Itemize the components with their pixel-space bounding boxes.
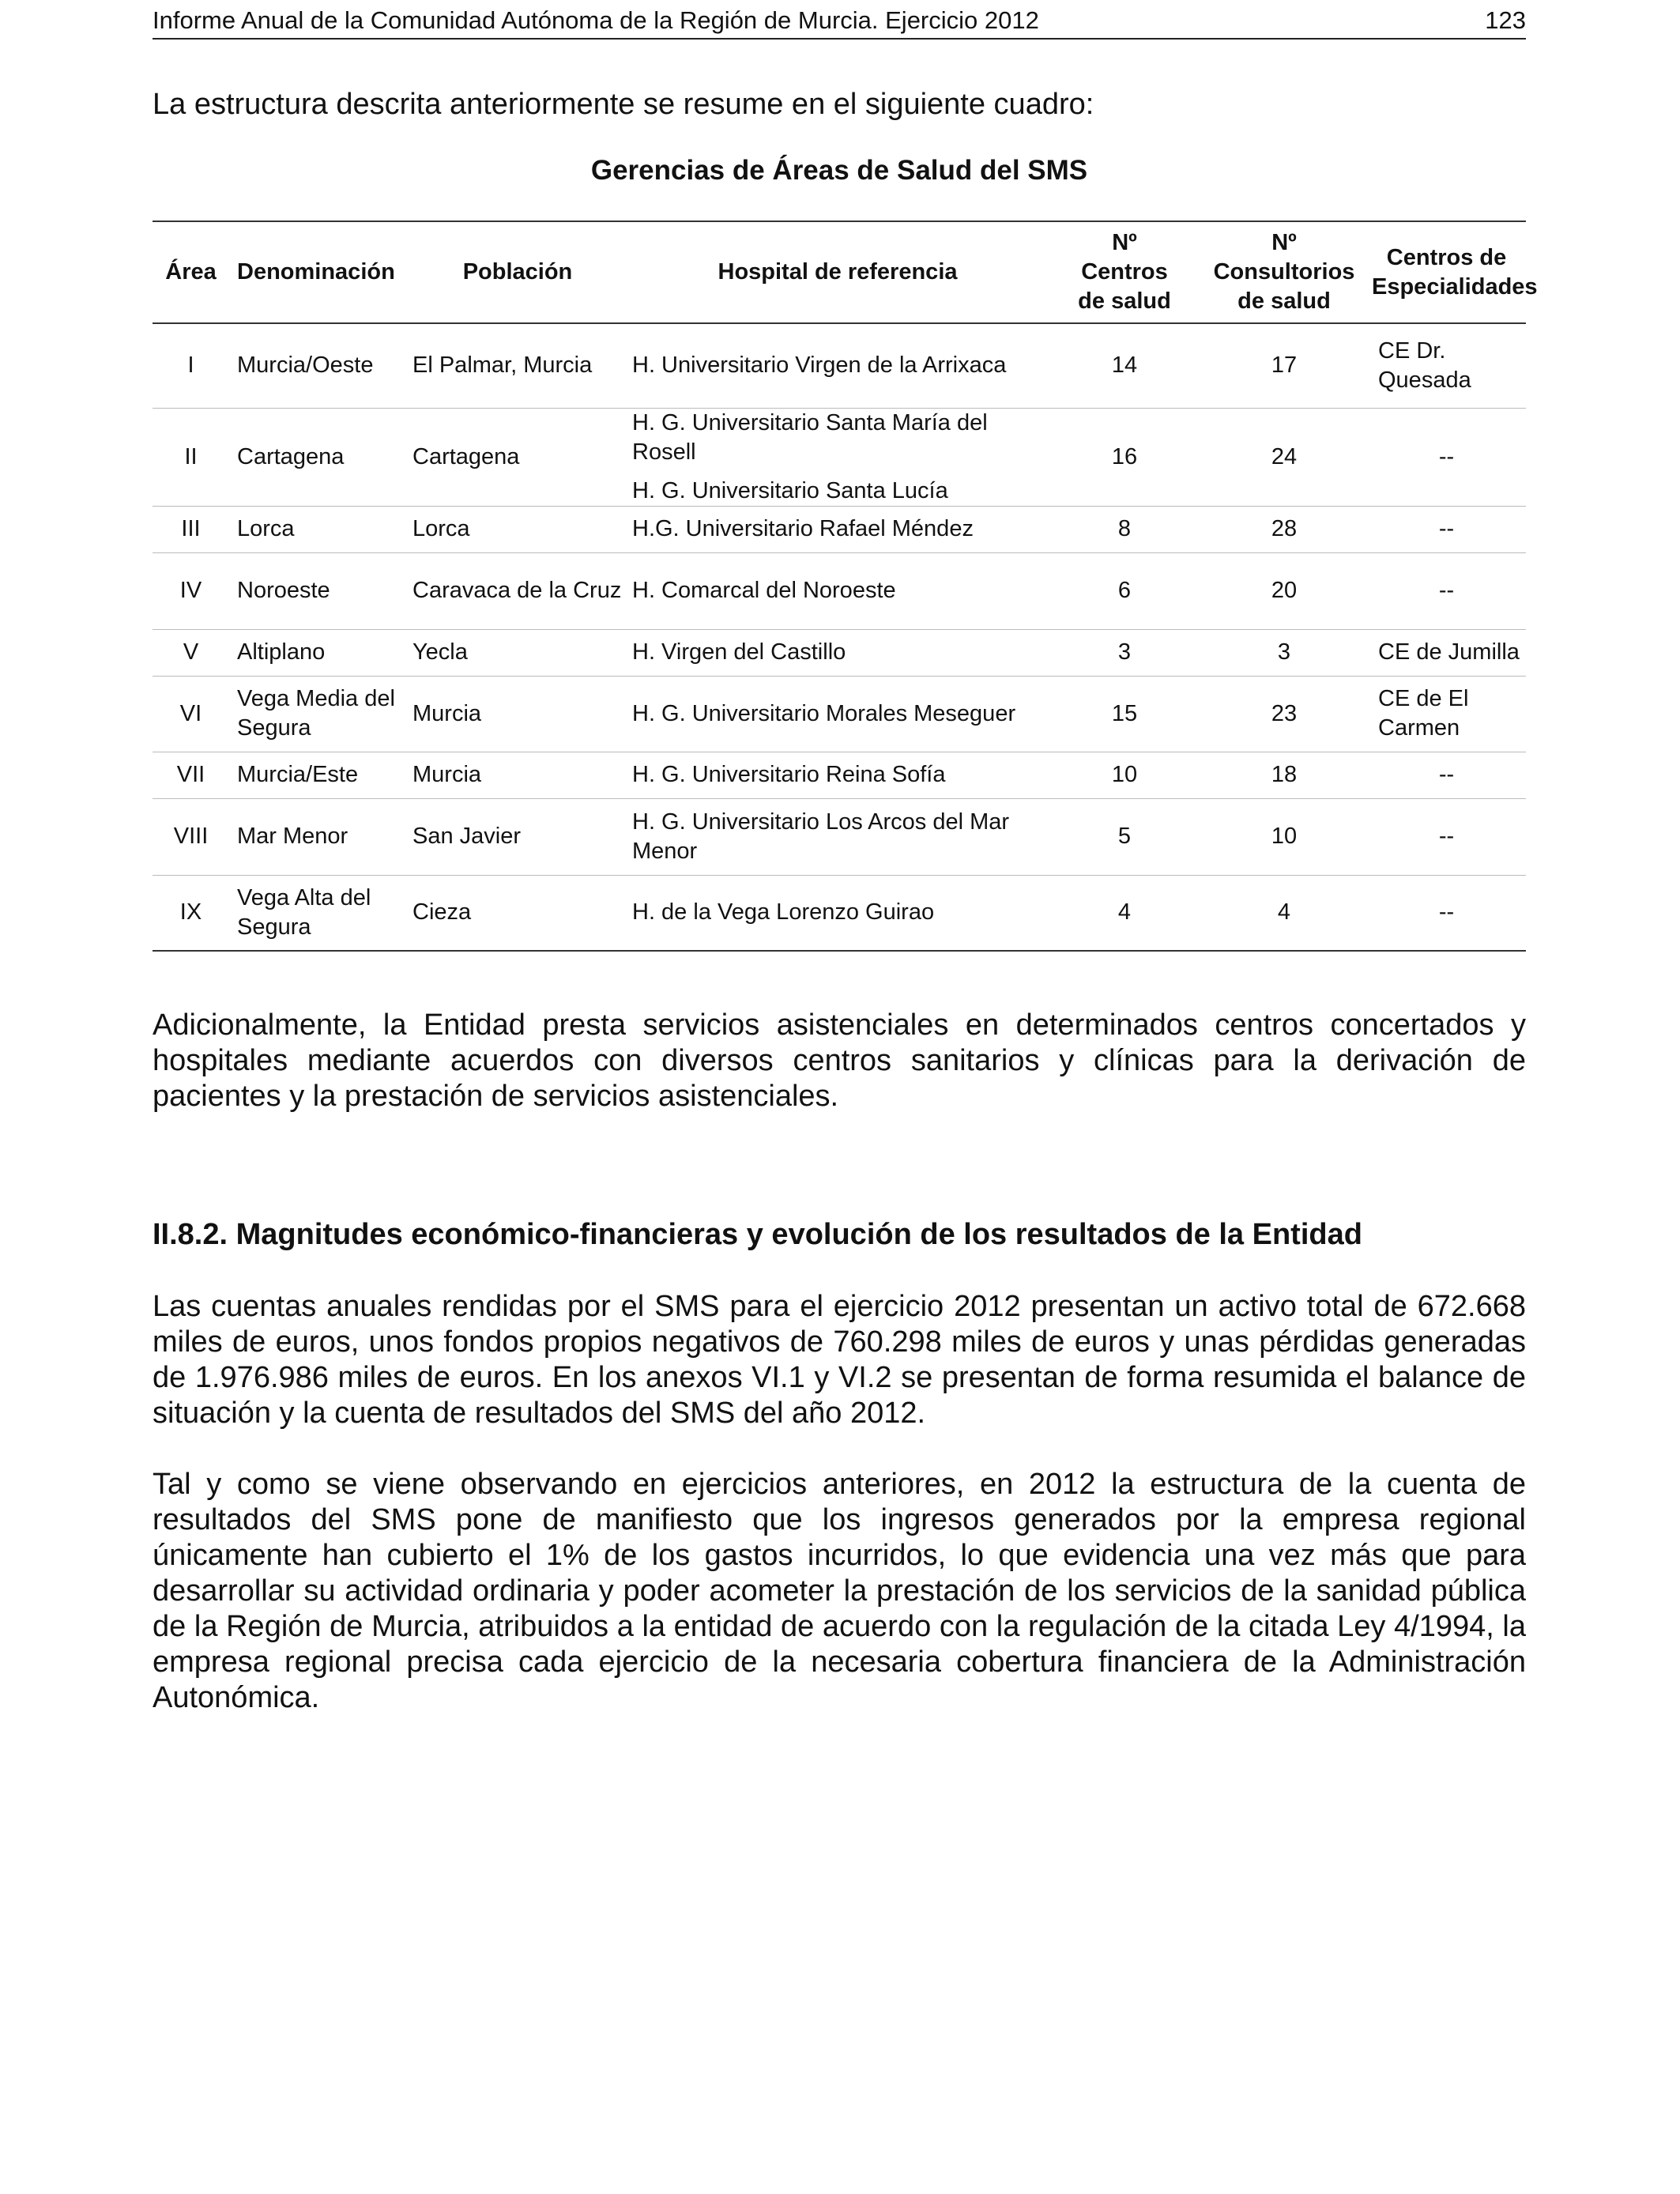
cell-poblacion: Murcia	[412, 762, 482, 787]
cell-consultorios: 4	[1277, 899, 1291, 925]
cell-consultorios: 24	[1271, 443, 1298, 469]
table-row	[153, 552, 1526, 629]
cell-denominacion: Vega Alta del Segura	[237, 884, 371, 940]
cell-denominacion: Murcia/Este	[237, 762, 359, 787]
paragraph-results-structure: Tal y como se viene observando en ejercicios anteriores, en 2012 la estructura de la cuenta de resultados del SMS pone de manifiesto que los ingresos generados por la empresa regional únicamente han cubierto el 1% de los gastos incurridos, lo que evidencia una vez más que para desarrollar su actividad ordinaria y poder acometer la prestación de los servicios de la sanidad pública de la Región de Murcia, atribuidos a la entidad de acuerdo con la regulación de la citada Ley 4/1994, la empresa regional precisa cada ejercicio de la necesaria cobertura financiera de la Administración Autonómica.	[153, 1468, 1526, 1714]
cell-consultorios: 28	[1271, 516, 1298, 541]
cell-poblacion: Murcia	[412, 700, 482, 726]
header-centros	[1048, 221, 1201, 323]
cell-especialidades: --	[1438, 516, 1455, 541]
cell-poblacion: Lorca	[412, 516, 470, 541]
header-centros-line: Nº	[1112, 230, 1137, 255]
cell-hospital: H.G. Universitario Rafael Méndez	[632, 516, 974, 541]
cell-area: II	[184, 443, 198, 469]
header-area: Área	[165, 259, 217, 285]
header-consultorios-line: de salud	[1237, 288, 1331, 314]
cell-centros: 16	[1111, 443, 1138, 469]
header-consultorios	[1201, 221, 1367, 323]
cell-especialidades: --	[1438, 899, 1455, 925]
cell-centros: 6	[1117, 578, 1132, 603]
cell-denominacion: Altiplano	[237, 639, 326, 665]
cell-area: IV	[179, 578, 202, 603]
intro-text: La estructura descrita anteriormente se resume en el siguiente cuadro:	[153, 88, 1094, 121]
header-especialidades-line: Especialidades	[1372, 273, 1538, 300]
cell-area: III	[181, 516, 201, 541]
cell-area: I	[187, 352, 194, 379]
cell-hospital: H. G. Universitario Los Arcos del Mar Menor	[632, 809, 1010, 864]
cell-hospital: H. G. Universitario Morales Meseguer	[632, 700, 1016, 726]
cell-poblacion: El Palmar, Murcia	[412, 352, 593, 379]
cell-consultorios: 23	[1271, 700, 1298, 726]
cell-especialidades: --	[1438, 762, 1455, 787]
table-row	[153, 506, 1526, 552]
cell-poblacion: Caravaca de la Cruz	[412, 578, 622, 603]
page-number: 123	[1485, 6, 1526, 34]
header-consultorios-line: Nº	[1271, 230, 1297, 255]
cell-hospital: H. Virgen del Castillo	[632, 639, 846, 665]
cell-denominacion: Mar Menor	[237, 824, 348, 849]
table-row	[153, 629, 1526, 676]
cell-especialidades: CE de El Carmen	[1378, 686, 1469, 741]
cell-poblacion: Cieza	[412, 899, 472, 925]
header-hospital: Hospital de referencia	[718, 259, 958, 285]
cell-especialidades: CE de Jumilla	[1378, 639, 1520, 665]
cell-consultorios: 10	[1271, 824, 1298, 849]
table-row	[153, 408, 1526, 506]
table-title: Gerencias de Áreas de Salud del SMS	[590, 155, 1088, 186]
cell-especialidades: --	[1438, 824, 1455, 849]
cell-area: VI	[179, 700, 202, 726]
cell-centros: 10	[1111, 762, 1138, 787]
page-header	[153, 6, 1526, 40]
header-title: Informe Anual de la Comunidad Autónoma de la Región de Murcia. Ejercicio 2012	[153, 6, 1039, 34]
hospital-line: H. G. Universitario Santa Lucía	[632, 477, 948, 503]
cell-hospital: H. Comarcal del Noroeste	[632, 578, 896, 603]
cell-denominacion: Murcia/Oeste	[237, 352, 374, 379]
cell-especialidades: --	[1438, 578, 1455, 603]
cell-centros: 5	[1117, 824, 1132, 849]
cell-denominacion: Vega Media del Segura	[237, 686, 395, 741]
table-row	[153, 752, 1526, 798]
hospital-line: H. G. Universitario Santa María del Rosell	[632, 409, 988, 465]
paragraph-additional-services: Adicionalmente, la Entidad presta servicios asistenciales en determinados centros concertados y hospitales mediante acuerdos con diversos centros sanitarios y clínicas para la derivación de pacientes y la prestación de servicios asistenciales.	[153, 1008, 1526, 1113]
header-centros-line: Centros	[1081, 259, 1168, 285]
cell-hospital: H. de la Vega Lorenzo Guirao	[632, 899, 935, 925]
cell-especialidades: --	[1438, 443, 1455, 469]
cell-area: V	[183, 639, 199, 665]
cell-centros: 4	[1117, 899, 1132, 925]
cell-denominacion: Lorca	[237, 516, 295, 541]
table-row	[153, 676, 1526, 752]
header-denominacion: Denominación	[237, 259, 395, 285]
header-especialidades-line: Centros de	[1386, 244, 1507, 270]
cell-denominacion: Noroeste	[237, 578, 330, 603]
table-row	[153, 323, 1526, 408]
header-especialidades	[1367, 221, 1538, 323]
header-poblacion: Población	[462, 259, 573, 285]
cell-area: VIII	[173, 824, 209, 849]
cell-denominacion: Cartagena	[237, 443, 345, 469]
cell-hospital: H. Universitario Virgen de la Arrixaca	[632, 352, 1007, 379]
cell-hospital: H. G. Universitario Reina Sofía	[632, 762, 946, 787]
cell-consultorios: 20	[1271, 578, 1298, 603]
cell-consultorios: 17	[1271, 352, 1298, 379]
cell-centros: 8	[1117, 516, 1132, 541]
cell-consultorios: 3	[1277, 639, 1291, 665]
cell-centros: 15	[1111, 700, 1138, 726]
table-header-row	[153, 221, 1526, 323]
cell-hospital	[627, 408, 1048, 506]
cell-poblacion: Yecla	[412, 639, 468, 665]
section-heading: II.8.2. Magnitudes económico-financieras y evolución de los resultados de la Entidad	[153, 1218, 1362, 1251]
header-consultorios-line: Consultorios	[1213, 259, 1355, 285]
table-row	[153, 798, 1526, 875]
cell-consultorios: 18	[1271, 762, 1298, 787]
cell-poblacion: Cartagena	[412, 443, 520, 469]
table-row	[153, 875, 1526, 951]
cell-poblacion: San Javier	[412, 824, 522, 849]
header-centros-line: de salud	[1078, 288, 1171, 314]
cell-area: IX	[179, 899, 202, 925]
health-areas-table	[153, 221, 1538, 952]
cell-centros: 3	[1117, 639, 1132, 665]
paragraph-annual-accounts: Las cuentas anuales rendidas por el SMS para el ejercicio 2012 presentan un activo total de 672.668 miles de euros, unos fondos propios negativos de 760.298 miles de euros y unas pérdidas generadas de 1.976.986 miles de euros. En los anexos VI.1 y VI.2 se presentan de forma resumida el balance de situación y la cuenta de resultados del SMS del año 2012.	[153, 1290, 1526, 1430]
cell-especialidades: CE Dr. Quesada	[1378, 337, 1471, 393]
cell-centros: 14	[1111, 352, 1138, 379]
cell-area: VII	[176, 762, 205, 787]
